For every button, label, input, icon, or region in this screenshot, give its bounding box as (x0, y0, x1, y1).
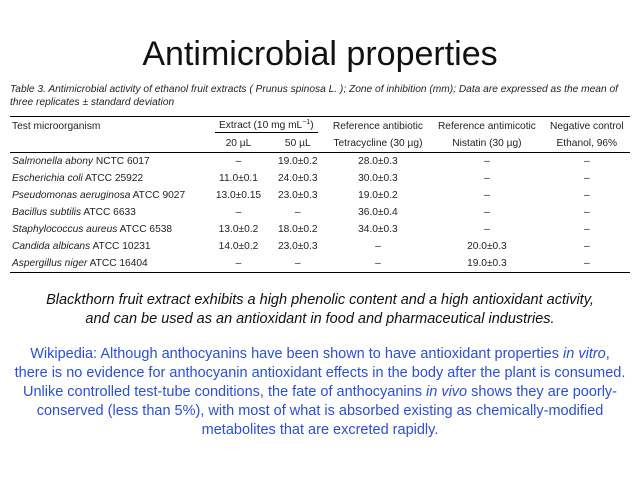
value-antibiotic: – (326, 255, 431, 273)
organism-cell: Candida albicans ATCC 10231 (12, 241, 151, 252)
header-20ul: 20 µL (207, 135, 270, 153)
table-caption: Table 3. Antimicrobial activity of ethanol fruit extracts ( Prunus spinosa L. ); Zone of inhibition (mm); Data are expressed as the mean of three replicates ± standard deviation (10, 84, 618, 108)
value-negative: – (583, 241, 590, 252)
table-row (10, 153, 630, 171)
header-extract: Extract (10 mg $mL^{-1}$) (207, 117, 326, 136)
value-20ul: 14.0±0.2 (218, 241, 259, 252)
value-antimicotic: – (484, 156, 490, 167)
header-spacer (10, 135, 207, 153)
summary-text: Blackthorn fruit extract exhibits a high phenolic content and a high antioxidant activity, and can be used as an antioxidant in food and pharmaceutical industries. (46, 292, 594, 327)
value-20ul: – (235, 156, 242, 167)
header-ref-antimicotic: Reference antimicotic (430, 117, 543, 136)
value-50ul: – (270, 255, 326, 273)
header-organism: Test microorganism (10, 117, 207, 136)
header-ethanol: Ethanol, 96% (544, 135, 630, 153)
value-antibiotic: 34.0±0.3 (358, 224, 398, 235)
value-50ul: – (294, 207, 301, 218)
value-20ul: – (235, 207, 242, 218)
value-20ul: 13.0±0.15 (215, 190, 262, 201)
value-20ul: – (207, 255, 270, 273)
antimicrobial-table (10, 116, 630, 273)
value-50ul: 18.0±0.2 (277, 224, 318, 235)
value-50ul: 24.0±0.3 (277, 173, 318, 184)
value-negative: – (583, 156, 590, 167)
header-negative-control: Negative control (544, 117, 630, 136)
organism-cell: Escherichia coli ATCC 25922 (12, 173, 144, 184)
header-nistatin: Nistatin (30 µg) (430, 135, 543, 153)
organism-cell: Bacillus subtilis ATCC 6633 (12, 207, 136, 218)
header-tetracycline: Tetracycline (30 µg) (326, 135, 431, 153)
table-row (10, 255, 630, 273)
value-antimicotic: – (484, 173, 490, 184)
value-20ul: 11.0±0.1 (219, 173, 258, 184)
value-antibiotic: 36.0±0.4 (358, 207, 398, 218)
table-row (10, 170, 630, 187)
organism-cell: Salmonella abony NCTC 6017 (12, 156, 150, 167)
table-row (10, 221, 630, 238)
value-antibiotic: 30.0±0.3 (358, 173, 398, 184)
table-row (10, 238, 630, 255)
organism-cell: Pseudomonas aeruginosa ATCC 9027 (12, 190, 186, 201)
value-negative: – (583, 207, 590, 218)
value-negative: – (544, 255, 630, 273)
value-negative: – (583, 190, 590, 201)
header-50ul: 50 µL (270, 135, 326, 153)
slide-title: Antimicrobial properties (142, 35, 498, 73)
value-20ul: 13.0±0.2 (218, 224, 259, 235)
value-50ul: 19.0±0.2 (277, 156, 318, 167)
value-50ul: 23.0±0.3 (277, 241, 318, 252)
value-antibiotic: 28.0±0.3 (358, 156, 398, 167)
value-antimicotic: 20.0±0.3 (467, 241, 507, 252)
wikipedia-note: Wikipedia: Although anthocyanins have been shown to have antioxidant properties in vitro, there is no evidence for anthocyanin antioxidant effects in the body after the plant is consumed. Unlike controlled test-tube conditions, the fate of anthocyanins in vivo shows they are poorly-conserved (less than 5%), with most of what is absorbed existing as chemically-modified metabolites that are excreted rapidly. (14, 346, 626, 438)
value-antimicotic: – (484, 190, 490, 201)
value-antimicotic: – (484, 224, 490, 235)
value-antimicotic: – (484, 207, 490, 218)
header-ref-antibiotic: Reference antibiotic (326, 117, 431, 136)
value-negative: – (583, 224, 590, 235)
value-50ul: 23.0±0.3 (277, 190, 318, 201)
value-antimicotic: 19.0±0.3 (430, 255, 543, 273)
value-antibiotic: – (375, 241, 381, 252)
table-row (10, 204, 630, 221)
value-negative: – (583, 173, 590, 184)
value-antibiotic: 19.0±0.2 (358, 190, 398, 201)
table-row (10, 187, 630, 204)
organism-cell: Staphylococcus aureus ATCC 6538 (12, 224, 173, 235)
organism-cell: Aspergillus niger ATCC 16404 (10, 255, 207, 273)
